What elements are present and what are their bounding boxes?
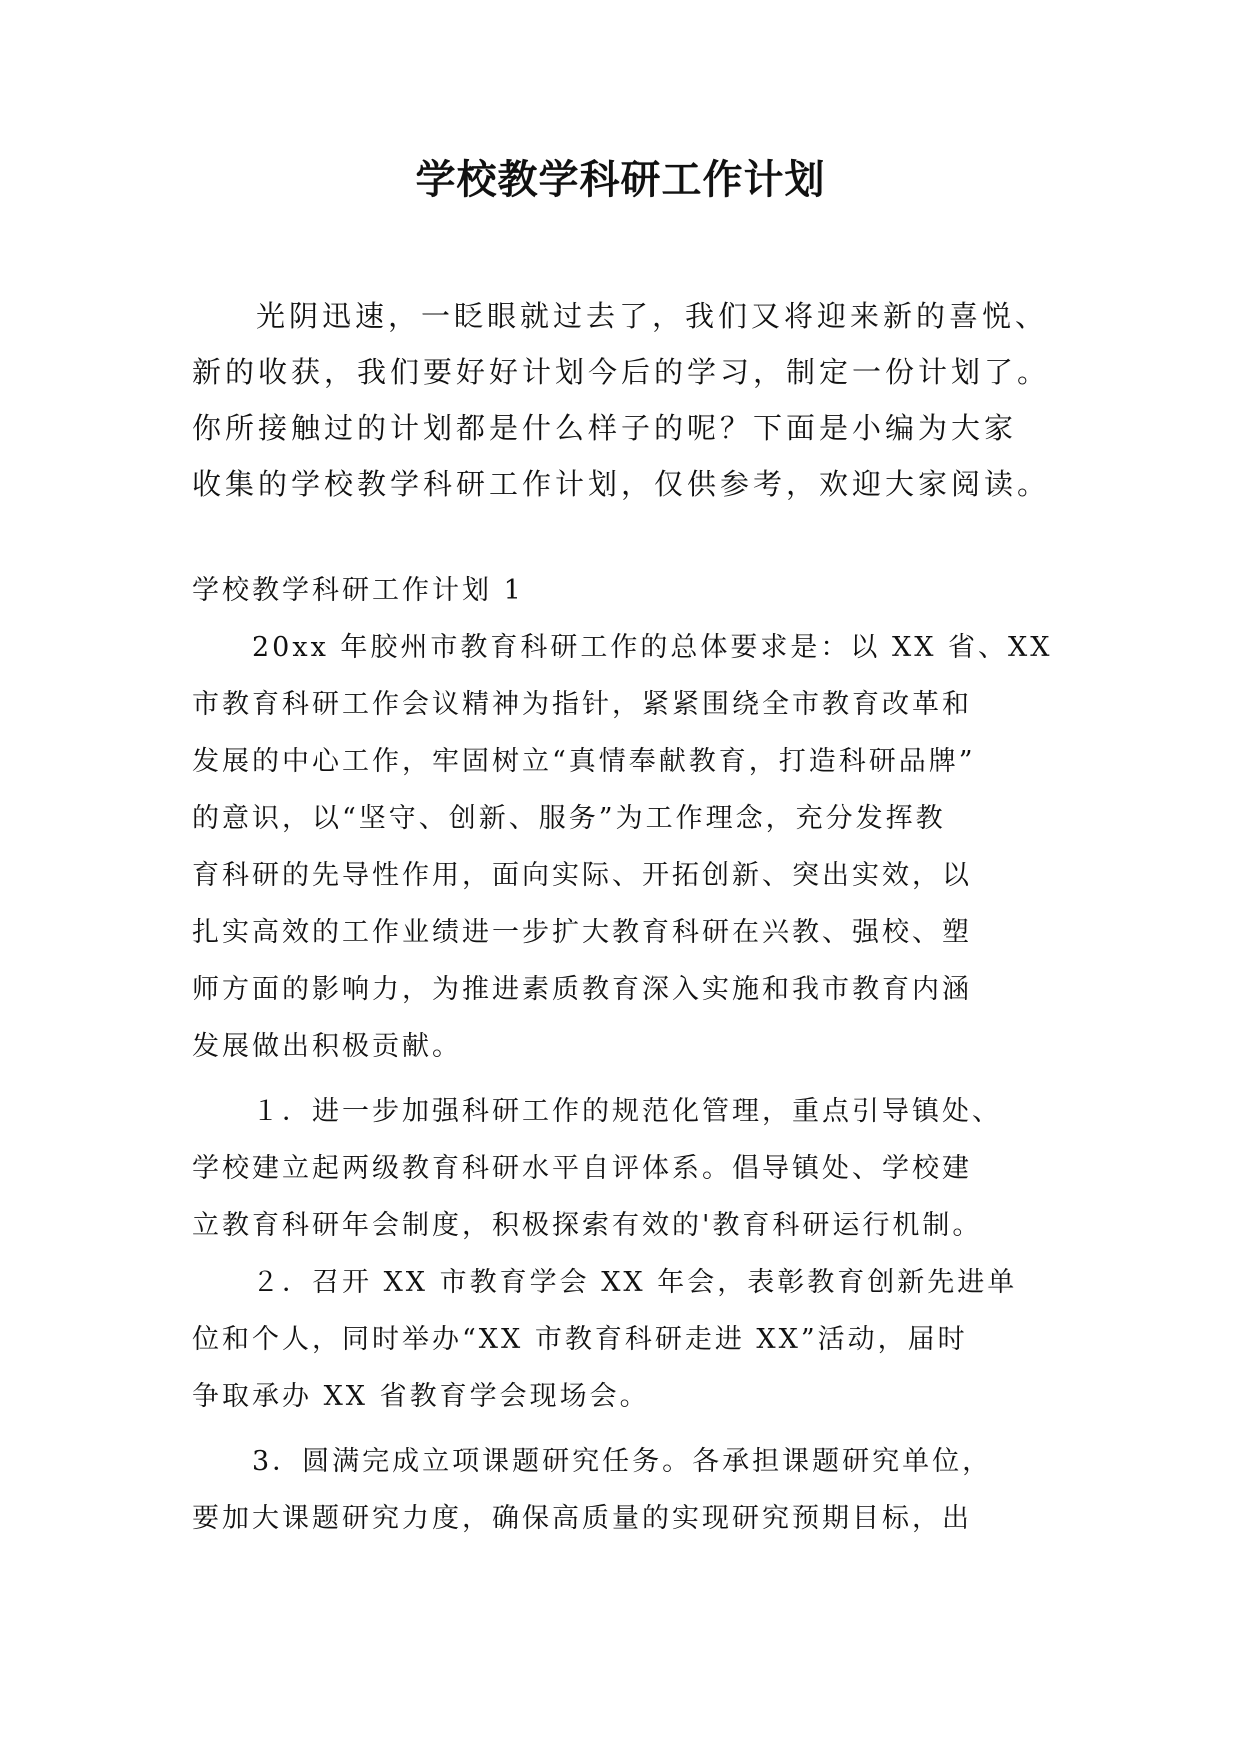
item-2-line: 位和个人，同时举办“XX 市教育科研走进 XX”活动，届时 <box>192 1324 968 1355</box>
paragraph-line: 扎实高效的工作业绩进一步扩大教育科研在兴教、强校、塑 <box>192 917 972 948</box>
intro-paragraph <box>192 288 1072 512</box>
paragraph-line: 市教育科研工作会议精神为指针，紧紧围绕全市教育改革和 <box>192 689 972 720</box>
item-1-line: １．进一步加强科研工作的规范化管理，重点引导镇处、 <box>252 1096 1002 1127</box>
intro-line: 你所接触过的计划都是什么样子的呢？下面是小编为大家 <box>192 411 1018 445</box>
item-3-line: 3．圆满完成立项课题研究任务。各承担课题研究单位， <box>252 1446 993 1477</box>
paragraph-line: 师方面的影响力，为推进素质教育深入实施和我市教育内涵 <box>192 974 972 1005</box>
item-3-line: 要加大课题研究力度，确保高质量的实现研究预期目标，出 <box>192 1503 972 1534</box>
item-1-line: 立教育科研年会制度，积极探索有效的'教育科研运行机制。 <box>192 1210 983 1241</box>
paragraph-line: 育科研的先导性作用，面向实际、开拓创新、突出实效，以 <box>192 860 972 891</box>
plan-section-1 <box>192 562 1072 1547</box>
intro-line: 光阴迅速，一眨眼就过去了，我们又将迎来新的喜悦、 <box>256 299 1049 333</box>
paragraph-line: 发展的中心工作，牢固树立“真情奉献教育，打造科研品牌” <box>192 746 976 777</box>
intro-line: 新的收获，我们要好好计划今后的学习，制定一份计划了。 <box>192 355 1051 389</box>
paragraph-line: 的意识，以“坚守、创新、服务”为工作理念，充分发挥教 <box>192 803 946 834</box>
paragraph-line: 发展做出积极贡献。 <box>192 1031 462 1062</box>
intro-line: 收集的学校教学科研工作计划，仅供参考，欢迎大家阅读。 <box>192 467 1051 501</box>
item-2-line: 争取承办 XX 省教育学会现场会。 <box>192 1381 650 1412</box>
paragraph-line: 20xx 年胶州市教育科研工作的总体要求是：以 XX 省、XX <box>252 632 1053 663</box>
section-heading: 学校教学科研工作计划 1 <box>192 575 524 606</box>
item-2-line: ２．召开 XX 市教育学会 XX 年会，表彰教育创新先进单 <box>252 1267 1018 1298</box>
document-body <box>192 288 1072 1547</box>
item-1-line: 学校建立起两级教育科研水平自评体系。倡导镇处、学校建 <box>192 1153 972 1184</box>
document-title: 学校教学科研工作计划 <box>415 157 826 203</box>
